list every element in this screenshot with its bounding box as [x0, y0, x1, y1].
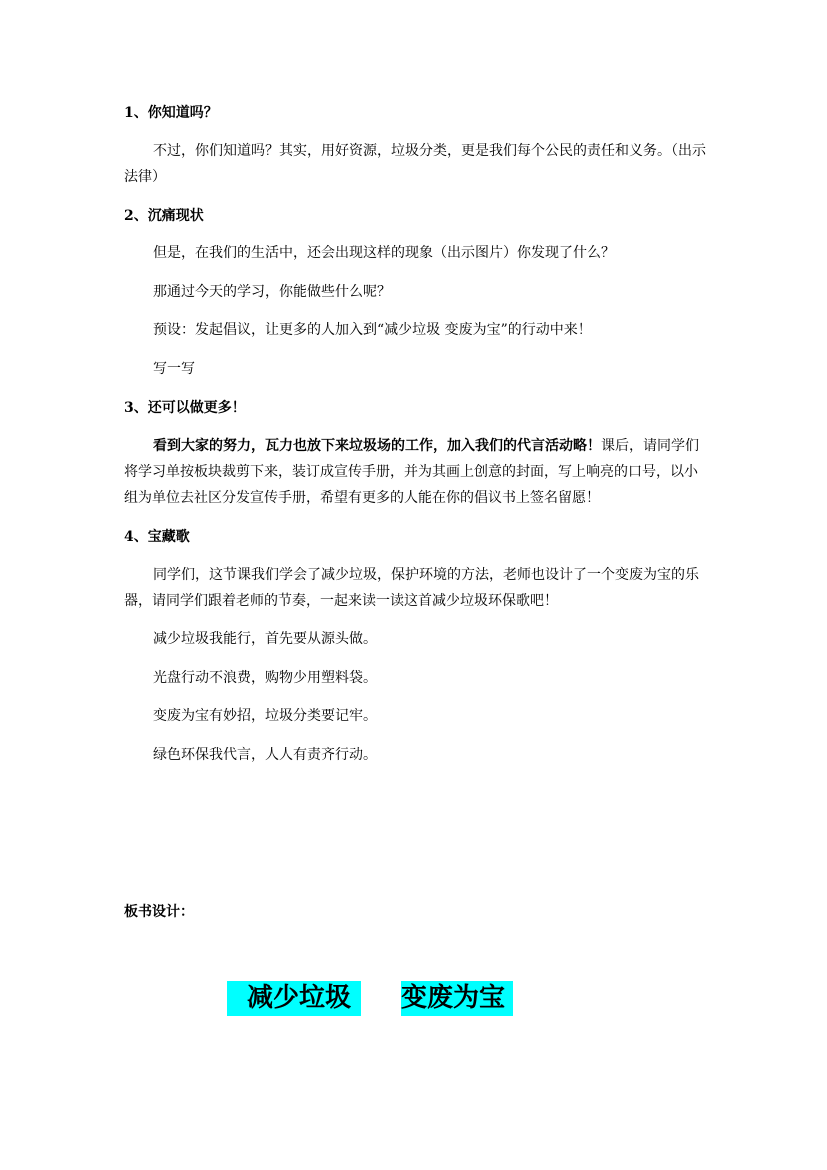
- section-2-line-3: 预设：发起倡议，让更多的人加入到“减少垃圾 变废为宝”的行动中来！: [153, 322, 592, 338]
- song-line-3: 变废为宝有妙招，垃圾分类要记牢。: [153, 708, 377, 724]
- board-design-label: 板书设计：: [124, 904, 194, 920]
- section-2-line-2: 那通过今天的学习，你能做些什么呢？: [153, 284, 391, 300]
- song-line-2: 光盘行动不浪费，购物少用塑料袋。: [153, 670, 377, 686]
- board-design-left-banner: 减少垃圾: [227, 981, 361, 1016]
- section-4-paragraph: 同学们，这节课我们学会了减少垃圾，保护环境的方法，老师也设计了一个变废为宝的乐器，请同学们跟着老师的节奏，一起来读一读这首减少垃圾环保歌吧！: [124, 567, 699, 609]
- section-1-paragraph: 不过，你们知道吗？其实，用好资源，垃圾分类，更是我们每个公民的责任和义务。（出示法律）: [124, 143, 706, 185]
- board-design-right-banner: 变废为宝: [401, 981, 513, 1016]
- song-line-4: 绿色环保我代言，人人有责齐行动。: [153, 747, 377, 763]
- section-3-paragraph-bold: 看到大家的努力，瓦力也放下来垃圾场的工作，加入我们的代言活动略！: [153, 438, 601, 454]
- section-3-paragraph: [124, 433, 709, 511]
- section-3-heading: 3、还可以做更多！: [124, 400, 246, 416]
- section-2-line-1: 但是，在我们的生活中，还会出现这样的现象（出示图片）你发现了什么？: [153, 245, 615, 261]
- section-2-line-4: 写一写: [153, 361, 195, 377]
- section-2-heading: 2、沉痛现状: [124, 208, 204, 224]
- section-1-heading: 1、你知道吗？: [124, 105, 218, 121]
- song-line-1: 减少垃圾我能行，首先要从源头做。: [153, 631, 377, 647]
- section-3-paragraph-rest: 课后，请同学们将学习单按板块裁剪下来，装订成宣传手册，并为其画上创意的封面，写上响亮的口号，以小组为单位去社区分发宣传手册，希望有更多的人能在你的倡议书上签名留愿！: [124, 438, 699, 506]
- section-4-heading: 4、宝藏歌: [124, 529, 190, 545]
